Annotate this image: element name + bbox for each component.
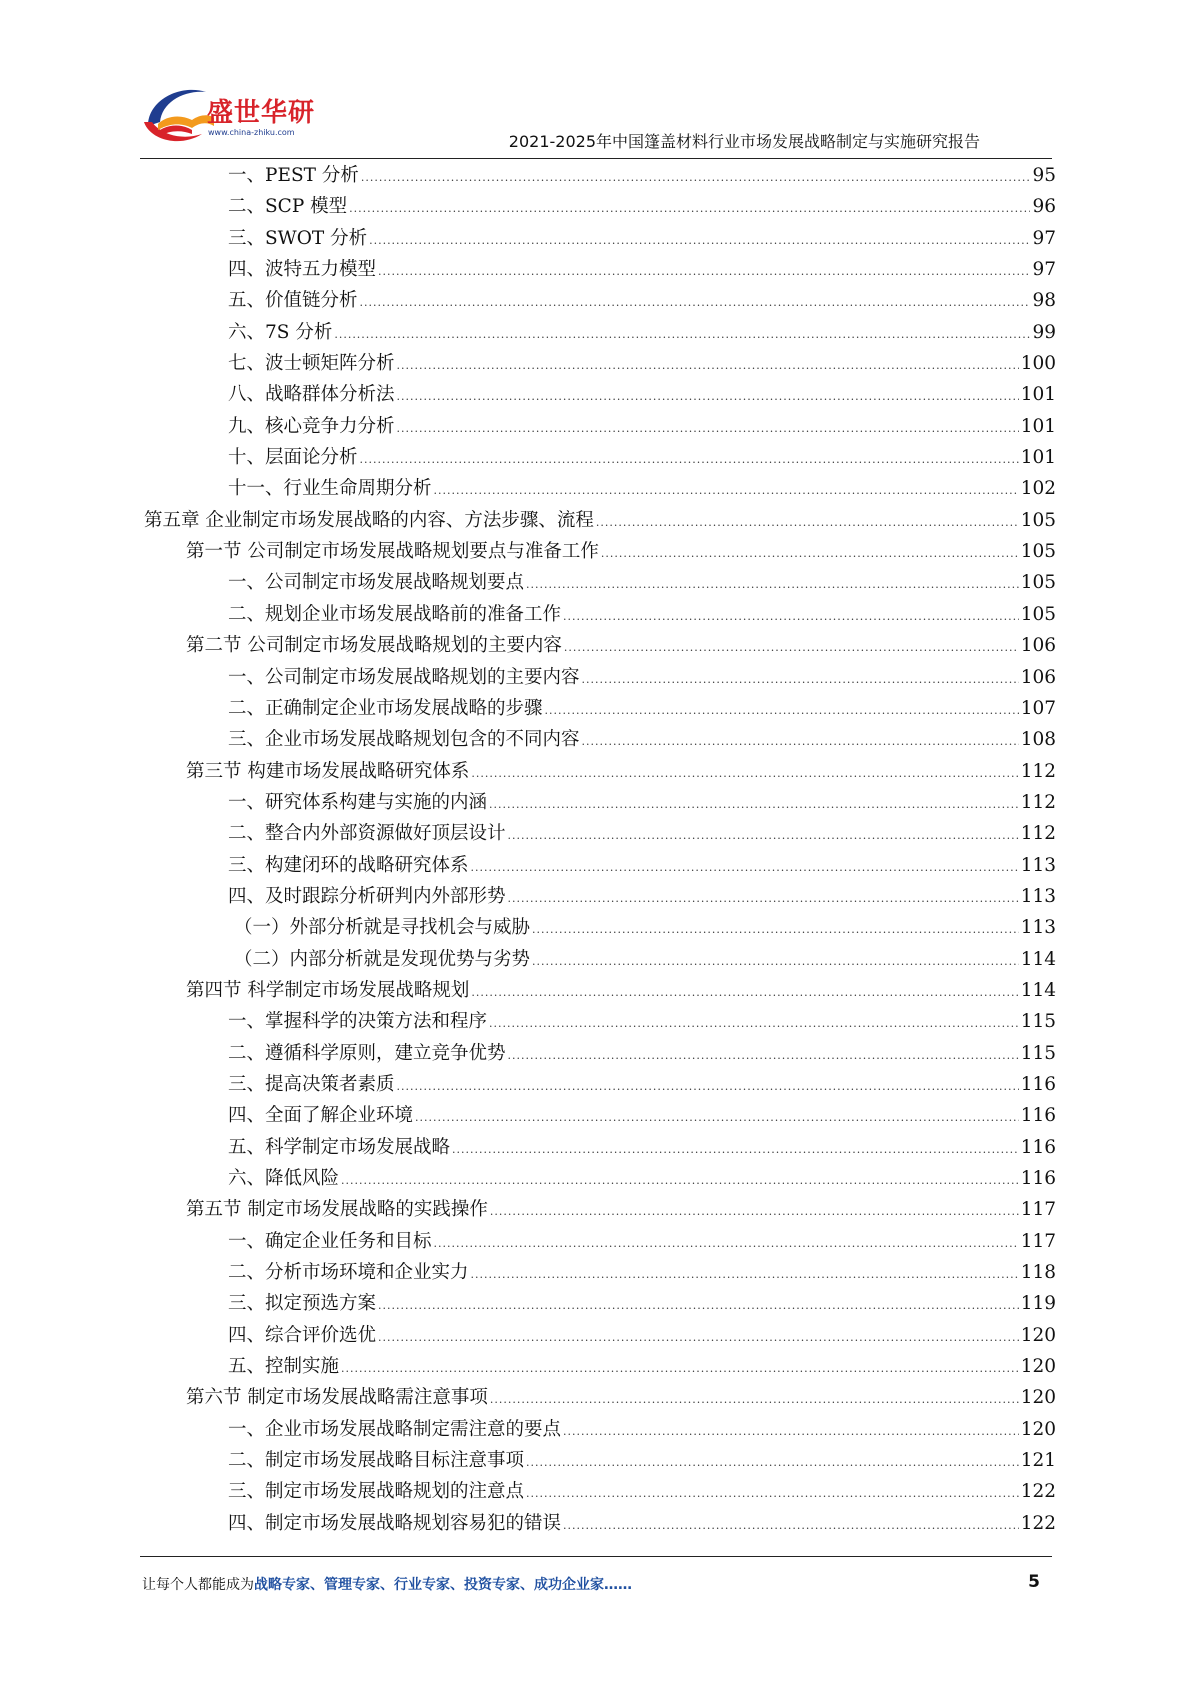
toc-chapter-entry[interactable]	[144, 505, 1056, 536]
toc-section-entry[interactable]	[144, 536, 1056, 567]
toc-item-entry[interactable]	[144, 348, 1056, 379]
toc-dot-leader	[378, 1290, 1019, 1321]
toc-entry-page: 100	[1020, 353, 1056, 375]
page-footer	[142, 1574, 1054, 1594]
toc-entry-label: 三、拟定预选方案	[228, 1293, 377, 1315]
toc-dot-leader	[596, 507, 1019, 538]
toc-item-entry[interactable]	[144, 1508, 1056, 1539]
footer-slogan-prefix: 让每个人都能成为	[142, 1577, 254, 1593]
toc-entry-label: 八、战略群体分析法	[228, 384, 395, 406]
toc-entry-page: 113	[1020, 917, 1056, 939]
toc-dot-leader	[489, 789, 1019, 820]
toc-section-entry[interactable]	[144, 756, 1056, 787]
toc-entry-page: 108	[1020, 729, 1056, 751]
toc-item-entry[interactable]	[144, 1163, 1056, 1194]
toc-entry-label: 六、7S 分析	[228, 321, 333, 343]
toc-dot-leader	[334, 319, 1030, 350]
toc-dot-leader	[341, 1165, 1019, 1196]
toc-item-entry[interactable]	[144, 1100, 1056, 1131]
toc-entry-page: 113	[1020, 885, 1056, 907]
toc-section-entry[interactable]	[144, 1194, 1056, 1225]
toc-dot-leader	[378, 1322, 1019, 1353]
toc-item-entry[interactable]	[144, 1226, 1056, 1257]
toc-dot-leader	[489, 1008, 1019, 1039]
toc-entry-label: 一、公司制定市场发展战略规划的主要内容	[228, 666, 580, 688]
toc-dot-leader	[397, 413, 1019, 444]
toc-entry-label: 一、公司制定市场发展战略规划要点	[228, 572, 525, 594]
toc-entry-page: 122	[1020, 1481, 1056, 1503]
toc-item-entry[interactable]	[144, 567, 1056, 598]
toc-dot-leader	[452, 1134, 1019, 1165]
toc-entry-page: 120	[1020, 1356, 1056, 1378]
toc-dot-leader	[341, 1353, 1019, 1384]
toc-item-entry[interactable]	[144, 379, 1056, 410]
toc-item-entry[interactable]	[144, 881, 1056, 912]
toc-entry-page: 116	[1020, 1168, 1056, 1189]
toc-entry-label: 二、分析市场环境和企业实力	[228, 1262, 469, 1284]
toc-entry-label: 一、PEST 分析	[228, 165, 359, 186]
toc-entry-label: 二、遵循科学原则，建立竞争优势	[228, 1042, 506, 1064]
brand-url: www.china-zhiku.com	[208, 128, 295, 137]
toc-entry-page: 112	[1020, 760, 1056, 782]
document-title: 2021-2025年中国篷盖材料行业市场发展战略制定与实施研究报告	[508, 132, 980, 151]
toc-entry-page: 101	[1020, 415, 1056, 437]
toc-entry-label: 四、全面了解企业环境	[228, 1105, 414, 1127]
toc-entry-label: 七、波士顿矩阵分析	[228, 353, 395, 375]
toc-dot-leader	[397, 350, 1019, 381]
toc-entry-label: 一、研究体系构建与实施的内涵	[228, 791, 488, 813]
toc-entry-page: 120	[1020, 1324, 1056, 1346]
toc-dot-leader	[563, 1510, 1019, 1541]
toc-dot-leader	[378, 256, 1030, 287]
toc-dot-leader	[471, 977, 1018, 1008]
toc-entry-page: 118	[1020, 1262, 1056, 1284]
toc-entry-page: 97	[1032, 227, 1056, 249]
toc-entry-page: 107	[1020, 697, 1056, 719]
toc-item-entry[interactable]	[144, 285, 1056, 316]
toc-entry-page: 106	[1020, 635, 1056, 657]
page-number: 5	[1028, 1572, 1040, 1592]
toc-dot-leader	[471, 758, 1018, 789]
toc-item-entry[interactable]	[144, 1069, 1056, 1100]
toc-item-entry[interactable]	[144, 662, 1056, 693]
toc-entry-label: 第五章 企业制定市场发展战略的内容、方法步骤、流程	[144, 509, 594, 531]
toc-item-entry[interactable]	[144, 787, 1056, 818]
toc-entry-page: 114	[1020, 948, 1056, 970]
toc-entry-label: （二）内部分析就是发现优势与劣势	[234, 948, 531, 970]
toc-entry-label: 三、企业市场发展战略规划包含的不同内容	[228, 729, 580, 751]
toc-entry-label: 一、掌握科学的决策方法和程序	[228, 1011, 488, 1033]
toc-dot-leader	[490, 1196, 1019, 1227]
toc-entry-page: 113	[1020, 854, 1056, 876]
toc-entry-label: 第一节 公司制定市场发展战略规划要点与准备工作	[186, 541, 599, 563]
toc-entry-label: 第三节 构建市场发展战略研究体系	[186, 760, 470, 782]
toc-entry-label: 五、控制实施	[228, 1356, 340, 1378]
toc-item-entry[interactable]	[144, 1476, 1056, 1507]
toc-dot-leader	[434, 1228, 1019, 1259]
toc-entry-page: 116	[1020, 1105, 1056, 1127]
toc-dot-leader	[397, 1071, 1019, 1102]
toc-dot-leader	[508, 820, 1019, 851]
toc-entry-page: 119	[1020, 1293, 1056, 1315]
toc-entry-label: 六、降低风险	[228, 1168, 340, 1189]
toc-entry-label: 五、科学制定市场发展战略	[228, 1136, 451, 1158]
toc-item-entry[interactable]	[144, 223, 1056, 254]
toc-entry-label: 一、企业市场发展战略制定需注意的要点	[228, 1418, 562, 1440]
toc-dot-leader	[415, 1102, 1019, 1133]
toc-entry-page: 99	[1032, 321, 1056, 343]
toc-entry-page: 101	[1020, 384, 1056, 406]
toc-item-entry[interactable]	[144, 693, 1056, 724]
toc-entry-label: 九、核心竞争力分析	[228, 415, 395, 437]
brand-name: 盛世华研	[207, 98, 316, 128]
toc-entry-label: 第二节 公司制定市场发展战略规划的主要内容	[186, 635, 562, 657]
toc-entry-label: 三、提高决策者素质	[228, 1073, 395, 1095]
toc-dot-leader	[582, 664, 1019, 695]
toc-item-entry[interactable]	[144, 1445, 1056, 1476]
toc-item-entry[interactable]	[144, 724, 1056, 755]
toc-entry-page: 112	[1020, 823, 1056, 845]
toc-entry-page: 102	[1020, 478, 1056, 500]
toc-dot-leader	[526, 1478, 1019, 1509]
toc-entry-label: 三、构建闭环的战略研究体系	[228, 854, 469, 876]
toc-entry-label: 三、制定市场发展战略规划的注意点	[228, 1481, 525, 1503]
toc-item-entry[interactable]	[144, 1288, 1056, 1319]
toc-dot-leader	[349, 193, 1030, 224]
toc-entry-page: 120	[1020, 1418, 1056, 1440]
toc-entry-label: 二、SCP 模型	[228, 196, 348, 218]
toc-item-entry[interactable]	[144, 944, 1056, 975]
toc-dot-leader	[360, 444, 1019, 475]
toc-entry-page: 114	[1020, 979, 1056, 1001]
toc-entry-label: 第六节 制定市场发展战略需注意事项	[186, 1387, 488, 1409]
toc-dot-leader	[508, 883, 1019, 914]
toc-section-entry[interactable]	[144, 1382, 1056, 1413]
toc-entry-page: 95	[1032, 165, 1056, 186]
toc-item-entry[interactable]	[144, 599, 1056, 630]
toc-entry-page: 112	[1020, 791, 1056, 813]
toc-entry-label: 第四节 科学制定市场发展战略规划	[186, 979, 470, 1001]
toc-entry-label: 四、综合评价选优	[228, 1324, 377, 1346]
footer-slogan-accent: 战略专家、管理专家、行业专家、投资专家、成功企业家……	[254, 1577, 632, 1593]
toc-dot-leader	[563, 1416, 1019, 1447]
toc-entry-label: 十一、行业生命周期分析	[228, 478, 432, 500]
toc-dot-leader	[360, 287, 1031, 318]
toc-dot-leader	[361, 162, 1031, 193]
toc-entry-page: 121	[1020, 1450, 1056, 1472]
toc-entry-label: 十、层面论分析	[228, 447, 358, 469]
toc-dot-leader	[601, 538, 1019, 569]
toc-section-entry[interactable]	[144, 630, 1056, 661]
toc-dot-leader	[582, 726, 1019, 757]
toc-dot-leader	[532, 914, 1019, 945]
toc-entry-page: 105	[1020, 603, 1056, 625]
toc-entry-label: （一）外部分析就是寻找机会与威胁	[234, 917, 531, 939]
toc-entry-page: 97	[1032, 259, 1056, 281]
toc-entry-page: 122	[1020, 1512, 1056, 1534]
toc-dot-leader	[526, 569, 1019, 600]
toc-dot-leader	[564, 632, 1019, 663]
toc-entry-label: 第五节 制定市场发展战略的实践操作	[186, 1199, 488, 1221]
toc-item-entry[interactable]	[144, 1351, 1056, 1382]
toc-entry-page: 116	[1020, 1136, 1056, 1158]
toc-entry-page: 101	[1020, 447, 1056, 469]
toc-section-entry[interactable]	[144, 975, 1056, 1006]
toc-entry-page: 115	[1020, 1011, 1056, 1033]
toc-item-entry[interactable]	[144, 1257, 1056, 1288]
toc-item-entry[interactable]	[144, 473, 1056, 504]
toc-item-entry[interactable]	[144, 411, 1056, 442]
toc-entry-page: 98	[1032, 290, 1056, 312]
toc-entry-page: 105	[1020, 509, 1056, 531]
toc-entry-label: 二、规划企业市场发展战略前的准备工作	[228, 603, 562, 625]
toc-dot-leader	[508, 1040, 1019, 1071]
toc-dot-leader	[545, 695, 1019, 726]
toc-item-entry[interactable]	[144, 850, 1056, 881]
toc-entry-page: 117	[1020, 1230, 1056, 1252]
toc-entry-label: 四、及时跟踪分析研判内外部形势	[228, 885, 506, 907]
toc-item-entry[interactable]	[144, 160, 1056, 191]
toc-item-entry[interactable]	[144, 317, 1056, 348]
toc-entry-label: 四、波特五力模型	[228, 259, 377, 281]
toc-entry-label: 二、正确制定企业市场发展战略的步骤	[228, 697, 543, 719]
page-header	[0, 0, 1191, 160]
toc-entry-label: 四、制定市场发展战略规划容易犯的错误	[228, 1512, 562, 1534]
toc-dot-leader	[434, 475, 1019, 506]
toc-dot-leader	[490, 1384, 1019, 1415]
toc-entry-label: 二、制定市场发展战略目标注意事项	[228, 1450, 525, 1472]
toc-dot-leader	[563, 601, 1019, 632]
toc-entry-page: 106	[1020, 666, 1056, 688]
toc-item-entry[interactable]	[144, 1038, 1056, 1069]
toc-entry-label: 三、SWOT 分析	[228, 227, 368, 249]
toc-entry-label: 五、价值链分析	[228, 290, 358, 312]
toc-item-entry[interactable]	[144, 1320, 1056, 1351]
toc-entry-page: 120	[1020, 1387, 1056, 1409]
toc-item-entry[interactable]	[144, 1006, 1056, 1037]
toc-entry-page: 105	[1020, 572, 1056, 594]
toc-item-entry[interactable]	[144, 912, 1056, 943]
toc-entry-page: 105	[1020, 541, 1056, 563]
toc-dot-leader	[471, 1259, 1019, 1290]
toc-item-entry[interactable]	[144, 818, 1056, 849]
header-divider	[140, 158, 1052, 159]
footer-divider	[140, 1556, 1052, 1557]
toc-entry-page: 116	[1020, 1073, 1056, 1095]
toc-item-entry[interactable]	[144, 254, 1056, 285]
toc-item-entry[interactable]	[144, 442, 1056, 473]
toc-item-entry[interactable]	[144, 1132, 1056, 1163]
toc-entry-label: 一、确定企业任务和目标	[228, 1230, 432, 1252]
toc-dot-leader	[397, 381, 1019, 412]
toc-item-entry[interactable]	[144, 191, 1056, 222]
toc-item-entry[interactable]	[144, 1414, 1056, 1445]
toc-dot-leader	[471, 852, 1019, 883]
toc-entry-page: 117	[1020, 1199, 1056, 1221]
toc-dot-leader	[526, 1447, 1019, 1478]
toc-dot-leader	[532, 946, 1019, 977]
table-of-contents	[144, 160, 1056, 1539]
toc-entry-page: 96	[1032, 196, 1056, 218]
toc-entry-page: 115	[1020, 1042, 1056, 1064]
toc-entry-label: 二、整合内外部资源做好顶层设计	[228, 823, 506, 845]
toc-dot-leader	[369, 225, 1030, 256]
